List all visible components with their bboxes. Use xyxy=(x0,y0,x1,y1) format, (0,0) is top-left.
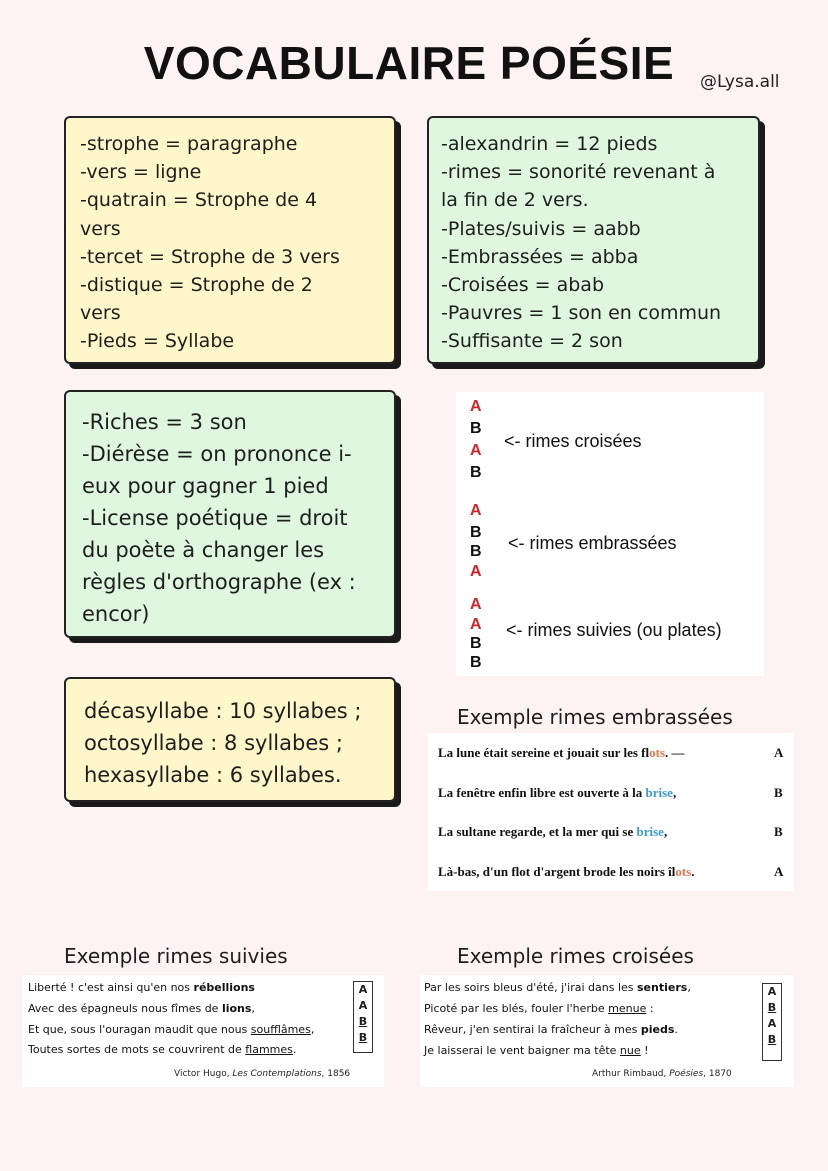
credit-work: Poésies xyxy=(669,1069,704,1079)
scheme-letter: A xyxy=(470,563,482,580)
poem-text: , xyxy=(310,1023,315,1036)
scheme-label-embrassees: <- rimes embrassées xyxy=(508,533,677,553)
poem-text: Rêveur, j'en sentirai la fraîcheur à mes xyxy=(424,1023,641,1036)
scheme-letter: A xyxy=(470,616,482,633)
poem-text: La lune était sereine et jouait sur les fl xyxy=(438,745,650,760)
card-line: -vers = ligne xyxy=(80,161,202,184)
scheme-letter: B xyxy=(470,464,482,481)
rhyme-letter: A xyxy=(767,1017,777,1030)
poem-text: , xyxy=(687,981,691,994)
poem-line xyxy=(438,824,667,840)
credit-year: , 1856 xyxy=(321,1069,351,1079)
scheme-letter: B xyxy=(470,420,482,437)
poem-line xyxy=(28,1043,296,1056)
poem-text: , xyxy=(663,824,668,839)
card-line: octosyllabe : 8 syllabes ; xyxy=(84,731,343,755)
poem-line xyxy=(424,981,691,994)
credit-year: , 1870 xyxy=(703,1069,732,1079)
card-line: -Suffisante = 2 son xyxy=(441,330,623,353)
rhyme-letter: A xyxy=(774,745,784,760)
scheme-letter: B xyxy=(470,524,482,541)
poem-line xyxy=(438,864,695,880)
rhyme-letter: A xyxy=(767,985,777,998)
poem-text: La sultane regarde, et la mer qui se xyxy=(438,824,637,839)
section-title-suivies: Exemple rimes suivies xyxy=(64,944,288,968)
card-line: -alexandrin = 12 pieds xyxy=(441,133,658,155)
rhyme-letters-column xyxy=(762,983,782,1061)
card-line: eux pour gagner 1 pied xyxy=(82,474,329,498)
poem-text: : xyxy=(646,1002,654,1015)
card-line: -tercet = Strophe de 3 vers xyxy=(80,245,340,268)
rhyme-highlight: ots xyxy=(649,745,665,760)
poem-text: . xyxy=(674,1023,678,1036)
rhyme-highlight: brise xyxy=(636,824,664,839)
rhyme-word: nue xyxy=(619,1044,641,1057)
definitions-card-3 xyxy=(64,390,396,638)
section-title-croisees: Exemple rimes croisées xyxy=(457,944,694,968)
card-line: -strophe = paragraphe xyxy=(80,133,298,155)
card-line: règles d'orthographe (ex : xyxy=(82,570,356,594)
rhyme-word: soufflâmes xyxy=(250,1023,311,1036)
card-line: encor) xyxy=(82,602,150,626)
rhyme-schemes-diagram xyxy=(456,392,764,676)
rhyme-highlight: brise xyxy=(645,785,673,800)
card-line: -quatrain = Strophe de 4 xyxy=(80,189,318,212)
poem-text: . xyxy=(292,1043,297,1056)
author-handle: @Lysa.all xyxy=(700,72,780,92)
scheme-letter: B xyxy=(470,635,482,652)
poem-text: Picoté par les blés, fouler l'herbe xyxy=(424,1002,609,1015)
poem-text: . — xyxy=(665,745,685,760)
scheme-letter: B xyxy=(470,654,482,671)
rhyme-letter: B xyxy=(767,1001,777,1014)
poem-text: Par les soirs bleus d'été, j'irai dans les xyxy=(424,981,637,994)
poem-text: Liberté ! c'est ainsi qu'en nos xyxy=(28,981,194,994)
card-line: -Croisées = abab xyxy=(441,274,605,297)
card-line: décasyllabe : 10 syllabes ; xyxy=(84,699,362,723)
card-line: -Embrassées = abba xyxy=(441,245,639,268)
poem-text: La fenêtre enfin libre est ouverte à la xyxy=(438,785,646,800)
rhyme-word: menue xyxy=(608,1002,647,1015)
card-line: -Pauvres = 1 son en commun xyxy=(441,302,722,325)
poem-credit xyxy=(592,1069,732,1079)
rhyme-letter: A xyxy=(358,999,368,1012)
scheme-label-suivies: <- rimes suivies (ou plates) xyxy=(506,620,722,640)
poem-text: , xyxy=(251,1002,255,1015)
rhyme-letter: B xyxy=(358,1015,368,1028)
card-line: -Plates/suivis = aabb xyxy=(441,217,641,240)
definitions-card-2 xyxy=(427,116,760,364)
card-line: -rimes = sonorité revenant à xyxy=(441,161,716,184)
poem-line xyxy=(438,745,685,761)
rhyme-letters-column xyxy=(353,981,373,1053)
credit-author: Victor Hugo, xyxy=(174,1069,233,1079)
rhyme-letter: B xyxy=(774,785,783,800)
rhyme-letter: A xyxy=(774,864,784,879)
example-croisees-poem xyxy=(420,975,794,1087)
rhyme-word: lions xyxy=(221,1002,252,1015)
rhyme-letter: B xyxy=(767,1033,777,1046)
card-line: -Pieds = Syllabe xyxy=(80,330,235,353)
card-line: vers xyxy=(80,217,121,240)
example-embrassees-poem xyxy=(428,733,794,891)
scheme-letter: B xyxy=(470,543,482,560)
rhyme-highlight: ots xyxy=(675,864,692,879)
rhyme-word: pieds xyxy=(640,1023,675,1036)
section-title-embrassees: Exemple rimes embrassées xyxy=(457,705,733,729)
poem-text: ! xyxy=(640,1044,649,1057)
poem-line xyxy=(424,1002,654,1015)
poem-text: . xyxy=(691,864,695,879)
poem-text: Et que, sous l'ouragan maudit que nous xyxy=(28,1023,251,1036)
scheme-letter: A xyxy=(470,398,482,415)
poem-text: Là-bas, d'un flot d'argent brode les noirs îl xyxy=(438,864,676,879)
poem-text: , xyxy=(672,785,677,800)
card-line: du poète à changer les xyxy=(82,538,325,562)
rhyme-word: rébellions xyxy=(193,981,255,994)
card-line: -Diérèse = on prononce i- xyxy=(82,442,352,466)
poem-text: Avec des épagneuls nous fîmes de xyxy=(28,1002,222,1015)
syllables-card xyxy=(64,677,396,802)
poem-line xyxy=(28,981,255,994)
card-line: vers xyxy=(80,302,121,325)
poem-text: Toutes sortes de mots se couvrirent de xyxy=(28,1043,246,1056)
rhyme-word: sentiers xyxy=(637,981,688,994)
poem-line xyxy=(28,1002,255,1015)
card-line: hexasyllabe : 6 syllabes. xyxy=(84,763,342,787)
card-line: la fin de 2 vers. xyxy=(441,189,589,212)
scheme-letter: A xyxy=(470,596,482,613)
credit-work: Les Contemplations xyxy=(232,1069,322,1079)
rhyme-word: flammes xyxy=(245,1043,293,1056)
rhyme-letter: B xyxy=(358,1031,368,1044)
poem-line xyxy=(424,1044,649,1057)
poem-line xyxy=(424,1023,678,1036)
poem-text: Je laisserai le vent baigner ma tête xyxy=(424,1044,620,1057)
scheme-letter: A xyxy=(470,502,482,519)
card-line: -Riches = 3 son xyxy=(82,410,247,434)
definitions-card-1 xyxy=(64,116,396,364)
card-line: -distique = Strophe de 2 xyxy=(80,274,313,297)
card-line: -License poétique = droit xyxy=(82,506,348,530)
scheme-letter: A xyxy=(470,442,482,459)
credit-author: Arthur Rimbaud, xyxy=(592,1069,670,1079)
scheme-label-croisees: <- rimes croisées xyxy=(504,431,642,451)
rhyme-letter: B xyxy=(774,824,783,839)
poem-credit xyxy=(174,1069,350,1079)
rhyme-letter: A xyxy=(358,983,368,996)
page-title: VOCABULAIRE POÉSIE xyxy=(143,37,675,89)
poem-line xyxy=(438,785,676,801)
poem-line xyxy=(28,1023,314,1036)
example-suivies-poem xyxy=(22,975,384,1087)
